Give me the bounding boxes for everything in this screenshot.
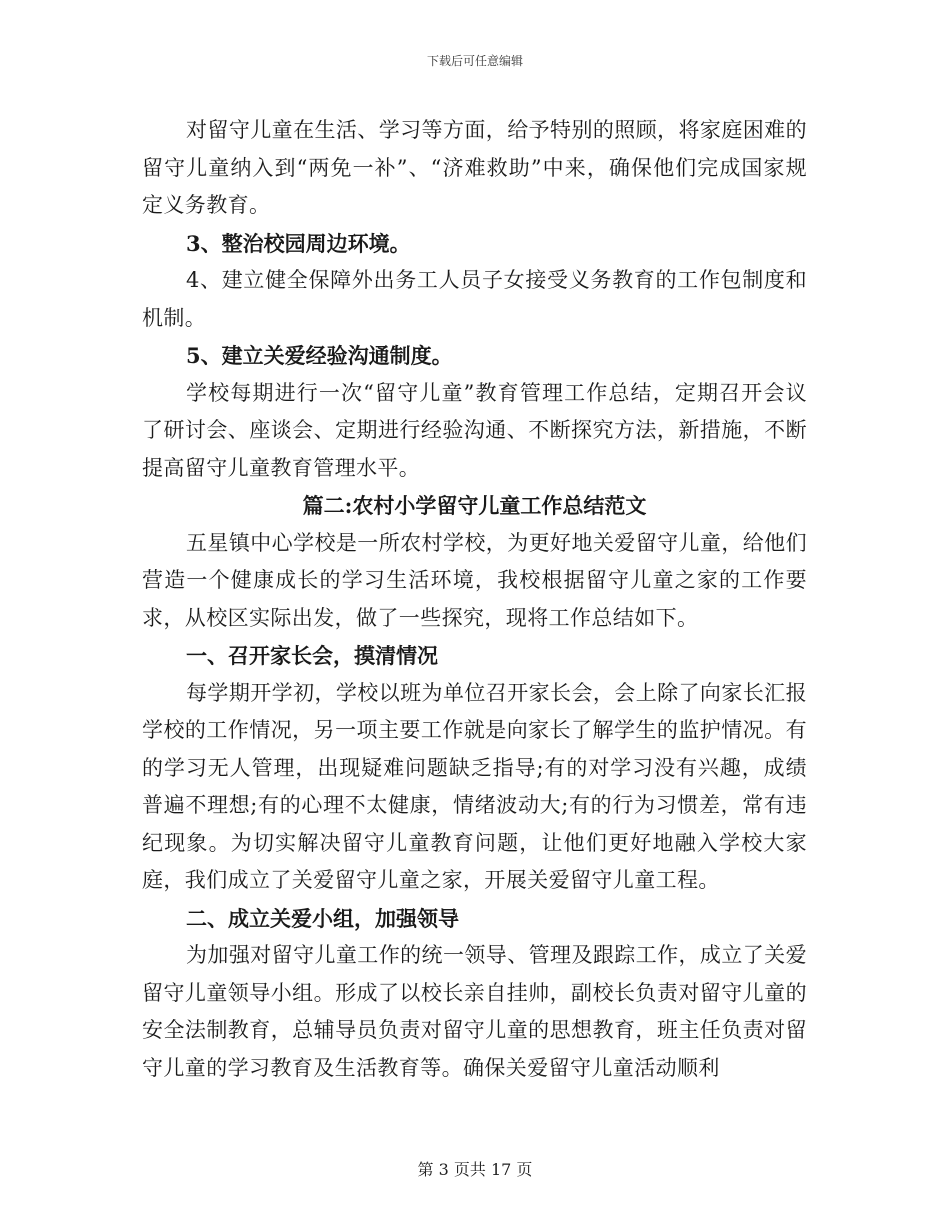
document-body [142, 112, 807, 1087]
section-heading: 3、整治校园周边环境。 [186, 230, 411, 256]
section-heading: 5、建立关爱经验沟通制度。 [186, 343, 453, 368]
page-header: 下载后可任意编辑 [426, 54, 523, 68]
paragraph: 对留守儿童在生活、学习等方面，给予特别的照顾，将家庭困难的留守儿童纳入到“两免一补”、“济难救助”中来，确保他们完成国家规定义务教育。 [142, 118, 807, 217]
article-title: 篇二:农村小学留守儿童工作总结范文 [302, 493, 647, 518]
paragraph: 4、建立健全保障外出务工人员子女接受义务教育的工作包制度和机制。 [142, 268, 807, 330]
paragraph: 每学期开学初，学校以班为单位召开家长会，会上除了向家长汇报学校的工作情况，另一项主要工作就是向家长了解学生的监护情况。有的学习无人管理，出现疑难问题缺乏指导;有的对学习没有兴趣，成绩普遍不理想;有的心理不太健康，情绪波动大;有的行为习惯差，常有违纪现象。为切实解决留守儿童教育问题，让他们更好地融入学校大家庭，我们成立了关爱留守儿童之家，开展关爱留守儿童工程。 [142, 680, 807, 892]
paragraph: 学校每期进行一次“留守儿童”教育管理工作总结，定期召开会议了研讨会、座谈会、定期进行经验沟通、不断探究方法，新措施，不断提高留守儿童教育管理水平。 [142, 380, 807, 480]
paragraph: 五星镇中心学校是一所农村学校，为更好地关爱留守儿童，给他们营造一个健康成长的学习生活环境，我校根据留守儿童之家的工作要求，从校区实际出发，做了一些探究，现将工作总结如下。 [142, 530, 807, 630]
page-footer: 第 3 页共 17 页 [417, 1160, 533, 1179]
section-heading: 一、召开家长会，摸清情况 [186, 643, 438, 668]
paragraph: 为加强对留守儿童工作的统一领导、管理及跟踪工作，成立了关爱留守儿童领导小组。形成了以校长亲自挂帅，副校长负责对留守儿童的安全法制教育，总辅导员负责对留守儿童的思想教育，班主任负责对留守儿童的学习教育及生活教育等。确保关爱留守儿童活动顺利 [142, 943, 807, 1080]
section-heading: 二、成立关爱小组，加强领导 [186, 905, 459, 931]
